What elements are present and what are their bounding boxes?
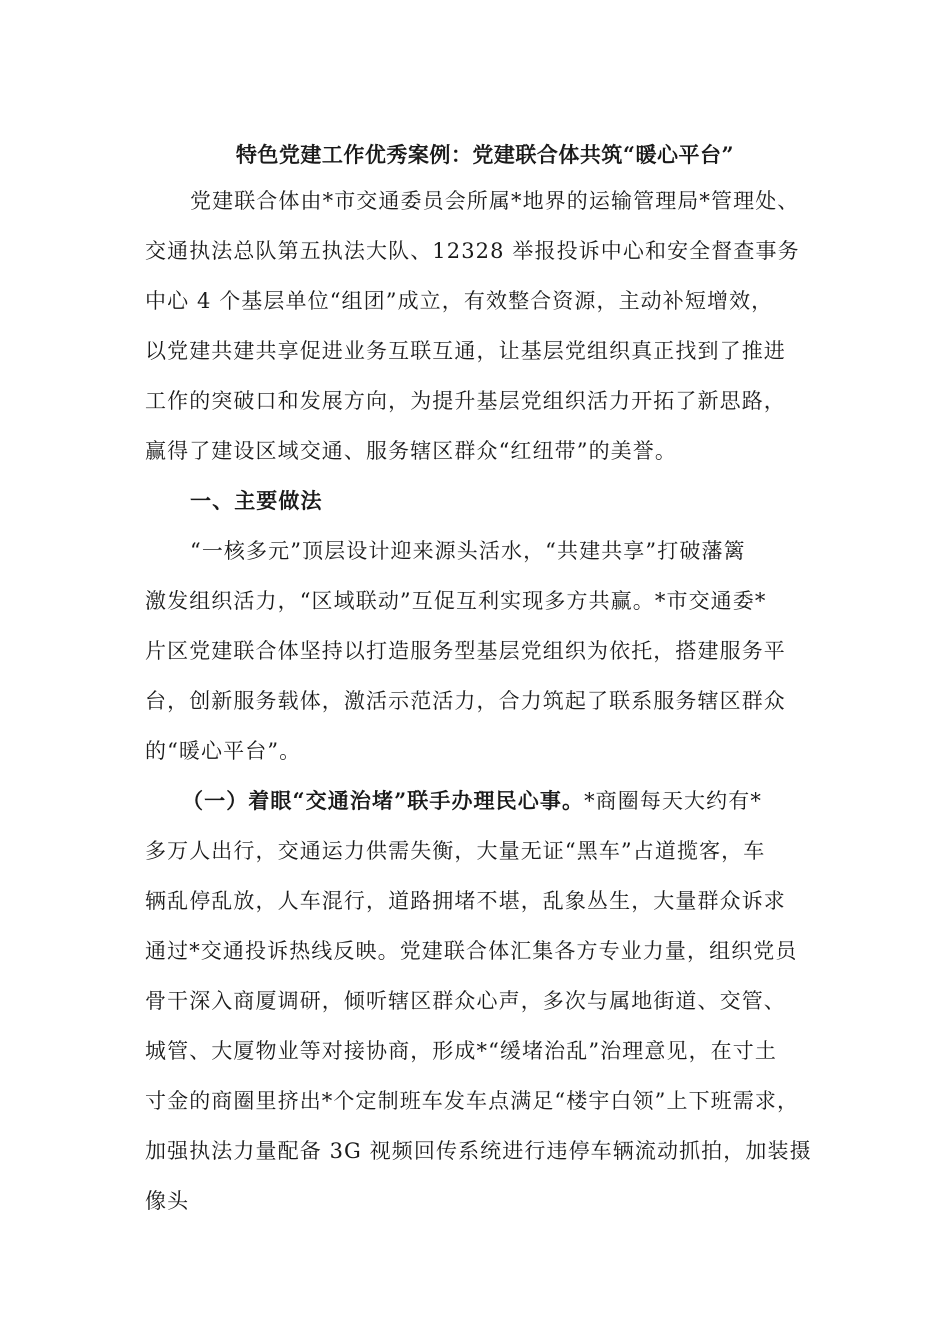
intro-line: 中心 4 个基层单位“组团”成立，有效整合资源，主动补短增效， [145, 289, 774, 313]
intro-line: 工作的突破口和发展方向，为提升基层党组织活力开拓了新思路， [145, 389, 786, 413]
subsection-line: 通过*交通投诉热线反映。党建联合体汇集各方专业力量，组织党员 [145, 939, 798, 963]
intro-line: 交通执法总队第五执法大队、12328 举报投诉中心和安全督查事务 [145, 239, 800, 263]
section-line: 台，创新服务载体，激活示范活力，合力筑起了联系服务辖区群众 [145, 689, 786, 713]
section-line: “一核多元”顶层设计迎来源头活水，“共建共享”打破藩篱 [190, 539, 746, 563]
subsection-first-line [182, 784, 762, 818]
subsection-line: 城管、大厦物业等对接协商，形成*“缓堵治乱”治理意见，在寸土 [145, 1039, 777, 1063]
subsection-line: 辆乱停乱放，人车混行，道路拥堵不堪，乱象丛生，大量群众诉求 [145, 889, 786, 913]
section-line: 激发组织活力，“区域联动”互促互利实现多方共赢。*市交通委* [145, 589, 767, 613]
subsection-heading: （一）着眼“交通治堵”联手办理民心事。 [182, 788, 585, 813]
section-line: 的“暖心平台”。 [145, 739, 302, 763]
subsection-first-line-text: *商圈每天大约有* [584, 789, 762, 813]
intro-line: 赢得了建设区域交通、服务辖区群众“红纽带”的美誉。 [145, 439, 677, 463]
subsection-line: 像头 [145, 1189, 190, 1213]
intro-line: 以党建共建共享促进业务互联互通，让基层党组织真正找到了推进 [145, 339, 786, 363]
document-title: 特色党建工作优秀案例：党建联合体共筑“暖心平台” [235, 142, 735, 167]
subsection-line: 多万人出行，交通运力供需失衡，大量无证“黑车”占道揽客，车 [145, 839, 766, 863]
intro-line: 党建联合体由*市交通委员会所属*地界的运输管理局*管理处、 [190, 189, 800, 213]
section-line: 片区党建联合体坚持以打造服务型基层党组织为依托，搭建服务平 [145, 639, 786, 663]
section-heading: 一、主要做法 [190, 488, 323, 513]
subsection-line: 加强执法力量配备 3G 视频回传系统进行违停车辆流动抓拍，加装摄 [145, 1139, 812, 1163]
subsection-line: 寸金的商圈里挤出*个定制班车发车点满足“楼宇白领”上下班需求， [145, 1089, 800, 1113]
subsection-line: 骨干深入商厦调研，倾听辖区群众心声，多次与属地街道、交管、 [145, 989, 786, 1013]
